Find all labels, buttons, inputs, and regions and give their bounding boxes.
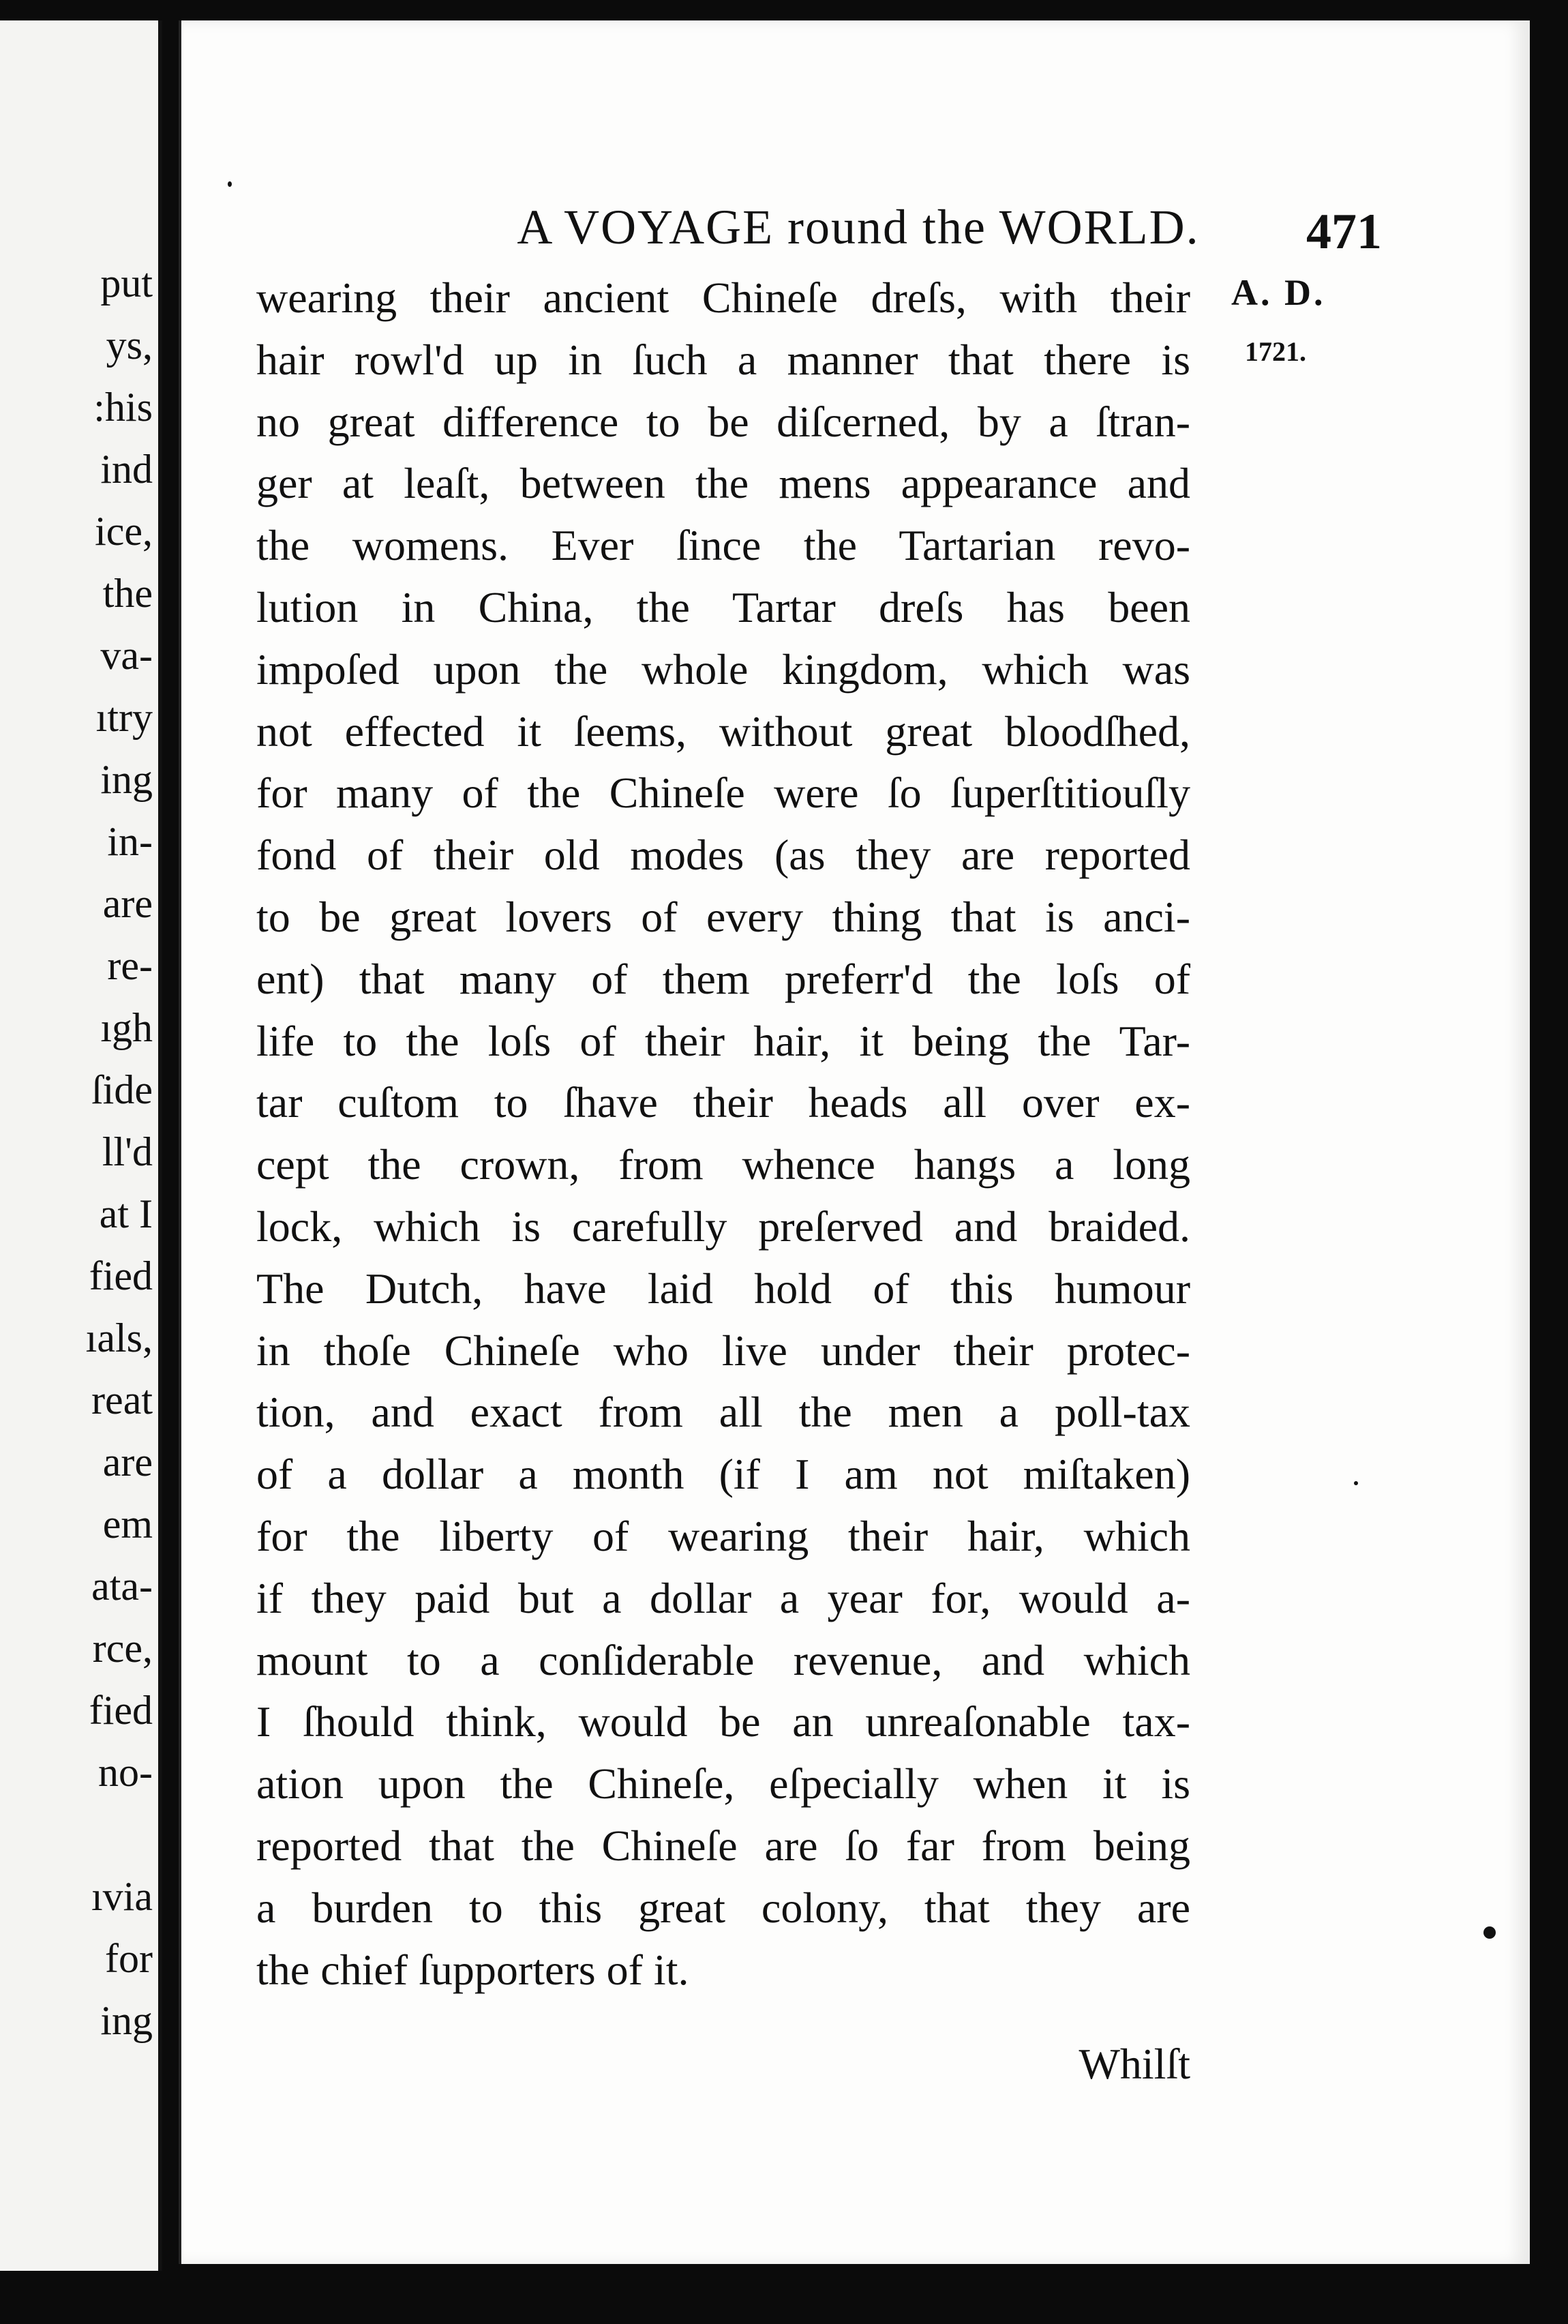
facing-page-fragment: ing xyxy=(100,757,153,802)
text-line: cept the crown, from whence hangs a long xyxy=(256,1140,1190,1189)
facing-page-fragment: no- xyxy=(98,1750,153,1795)
facing-page-fragment: ıgh xyxy=(100,1005,153,1050)
text-line: I ſhould think, would be an unreaſonable tax- xyxy=(256,1697,1190,1746)
facing-page-fragment: ing xyxy=(100,1998,153,2043)
text-line: in thoſe Chineſe who live under their protec- xyxy=(256,1326,1190,1375)
text-line: fond of their old modes (as they are reported xyxy=(256,831,1190,880)
text-line: no great difference to be diſcerned, by a ſtran- xyxy=(256,397,1190,446)
text-line: lution in China, the Tartar dreſs has been xyxy=(256,582,1190,631)
facing-page-fragment: ice, xyxy=(95,509,153,554)
facing-page-fragment: fied xyxy=(89,1253,153,1298)
text-line: tion, and exact from all the men a poll-tax xyxy=(256,1388,1190,1437)
ink-speck xyxy=(1483,1926,1496,1939)
facing-page-fragment: for xyxy=(105,1936,153,1981)
facing-page-edge xyxy=(0,20,162,2271)
text-line: wearing their ancient Chineſe dreſs, with their xyxy=(256,273,1190,322)
facing-page-fragment: put xyxy=(100,260,153,306)
facing-page-fragment: fied xyxy=(89,1688,153,1733)
text-line: ent) that many of them preferr'd the loſs of xyxy=(256,954,1190,1003)
facing-page-fragment: ata- xyxy=(91,1564,153,1609)
facing-page-fragment: in- xyxy=(107,819,153,864)
margin-note-year: 1721. xyxy=(1245,336,1306,367)
text-line: mount to a conſiderable revenue, and which xyxy=(256,1635,1190,1684)
text-line: The Dutch, have laid hold of this humour xyxy=(256,1264,1190,1313)
running-head: A VOYAGE round the WORLD. xyxy=(517,200,1200,254)
facing-page-fragment: ıtry xyxy=(95,695,153,740)
text-line: for the liberty of wearing their hair, which xyxy=(256,1511,1190,1560)
text-line: hair rowl'd up in ſuch a manner that there is xyxy=(256,335,1190,384)
facing-page-fragment: ind xyxy=(100,447,153,492)
facing-page-fragment: ll'd xyxy=(102,1129,153,1174)
text-line: reported that the Chineſe are ſo far from being xyxy=(256,1821,1190,1870)
text-line: if they paid but a dollar a year for, would a- xyxy=(256,1573,1190,1622)
text-line: the chief ſupporters of it. xyxy=(256,1945,689,1994)
facing-page-fragment: are xyxy=(102,881,153,926)
facing-page-fragment: :his xyxy=(93,385,153,430)
ink-speck xyxy=(228,181,232,187)
text-line: to be great lovers of every thing that is anci- xyxy=(256,892,1190,941)
page-number: 471 xyxy=(1306,204,1382,260)
text-line: a burden to this great colony, that they are xyxy=(256,1883,1190,1932)
text-line: ger at leaſt, between the mens appearance and xyxy=(256,459,1190,508)
catchword: Whilſt xyxy=(1079,2040,1190,2088)
ink-speck xyxy=(1354,1481,1358,1485)
margin-note-label: A. D. xyxy=(1231,272,1326,313)
facing-page-fragment: are xyxy=(102,1440,153,1485)
text-line: lock, which is carefully preſerved and braided. xyxy=(256,1202,1190,1251)
book-page xyxy=(179,20,1530,2264)
facing-page-fragment: rce, xyxy=(92,1626,153,1671)
facing-page-fragment: reat xyxy=(91,1377,153,1422)
facing-page-fragment: va- xyxy=(100,633,153,678)
text-line: for many of the Chineſe were ſo ſuperſtitiouſly xyxy=(256,769,1190,818)
text-line: tar cuſtom to ſhave their heads all over ex- xyxy=(256,1078,1190,1127)
text-line: of a dollar a month (if I am not miſtaken) xyxy=(256,1450,1190,1499)
facing-page-fragment: ıals, xyxy=(85,1315,153,1360)
facing-page-fragment: at I xyxy=(99,1191,153,1236)
facing-page-fragment: ſide xyxy=(91,1067,153,1112)
facing-page-fragment: the xyxy=(102,571,153,616)
facing-page-fragment: em xyxy=(102,1502,153,1547)
facing-page-fragment: re- xyxy=(107,943,153,988)
facing-page-fragment: ys, xyxy=(106,323,153,368)
text-line: the womens. Ever ſince the Tartarian revo- xyxy=(256,521,1190,570)
facing-page-fragment: ıvia xyxy=(91,1874,153,1919)
text-line: life to the loſs of their hair, it being the Tar- xyxy=(256,1016,1190,1065)
body-text xyxy=(256,267,1190,2001)
text-line: not effected it ſeems, without great bloodſhed, xyxy=(256,706,1190,756)
text-line: impoſed upon the whole kingdom, which was xyxy=(256,644,1190,694)
text-line: ation upon the Chineſe, eſpecially when it is xyxy=(256,1759,1190,1808)
